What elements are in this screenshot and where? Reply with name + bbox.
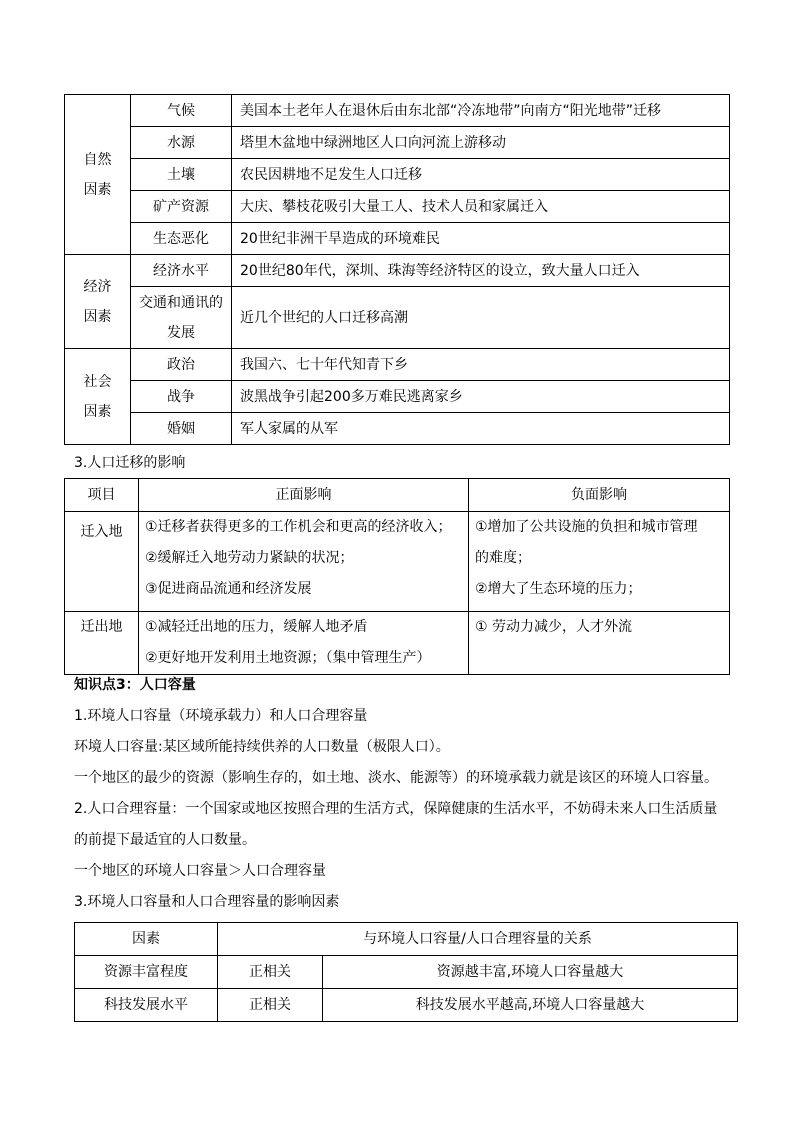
section-title: 知识点3：人口容量	[74, 677, 196, 693]
table-row	[65, 95, 730, 127]
table-row	[65, 159, 730, 191]
example-cell: 波黑战争引起200多万难民逃离家乡	[232, 381, 730, 413]
description-cell: 科技发展水平越高,环境人口容量越大	[323, 989, 738, 1022]
table-row	[65, 381, 730, 413]
migration-impact-table	[64, 478, 730, 675]
paragraph: 一个地区的最少的资源（影响生存的，如土地、淡水、能源等）的环境承载力就是该区的环境人口容量。	[74, 770, 718, 786]
paragraph: 2.人口合理容量：一个国家或地区按照合理的生活方式，保障健康的生活水平，不妨碍未来人口生活质量	[74, 801, 718, 817]
factor-cell: 生态恶化	[131, 223, 232, 255]
example-cell: 我国六、七十年代知青下乡	[232, 349, 730, 381]
example-cell: 塔里木盆地中绿洲地区人口向河流上游移动	[232, 127, 730, 159]
example-cell: 20世纪非洲干旱造成的环境难民	[232, 223, 730, 255]
table-row	[65, 512, 730, 612]
factor-cell: 气候	[131, 95, 232, 127]
header-cell: 项目	[65, 479, 139, 512]
factor-cell: 交通和通讯的 发展	[131, 287, 232, 349]
table-row	[65, 191, 730, 223]
paragraph: 的前提下最适宜的人口数量。	[74, 832, 256, 848]
paragraph: 环境人口容量:某区域所能持续供养的人口数量（极限人口）。	[74, 739, 450, 755]
table-row	[75, 989, 738, 1022]
factor-cell: 水源	[131, 127, 232, 159]
table-row	[65, 349, 730, 381]
example-cell: 20世纪80年代，深圳、珠海等经济特区的设立，致大量人口迁入	[232, 255, 730, 287]
table-row	[65, 413, 730, 445]
example-cell: 军人家属的从军	[232, 413, 730, 445]
header-cell: 与环境人口容量/人口合理容量的关系	[218, 923, 738, 956]
relation-cell: 正相关	[218, 989, 323, 1022]
group-label-social: 社会 因素	[65, 349, 131, 445]
positive-cell: ①减轻迁出地的压力，缓解人地矛盾 ②更好地开发利用土地资源；（集中管理生产）	[139, 612, 469, 675]
factor-cell: 战争	[131, 381, 232, 413]
table-header-row	[65, 479, 730, 512]
factor-cell: 政治	[131, 349, 232, 381]
factor-cell: 婚姻	[131, 413, 232, 445]
table-row	[75, 956, 738, 989]
table-row	[65, 223, 730, 255]
example-cell: 农民因耕地不足发生人口迁移	[232, 159, 730, 191]
description-cell: 资源越丰富,环境人口容量越大	[323, 956, 738, 989]
row-label-in: 迁入地	[65, 512, 139, 612]
table-row	[65, 612, 730, 675]
relation-cell: 正相关	[218, 956, 323, 989]
capacity-factors-table	[74, 922, 738, 1022]
header-cell: 正面影响	[139, 479, 469, 512]
factor-cell: 矿产资源	[131, 191, 232, 223]
table-header-row	[75, 923, 738, 956]
example-cell: 近几个世纪的人口迁移高潮	[232, 287, 730, 349]
row-label-out: 迁出地	[65, 612, 139, 675]
paragraph: 1.环境人口容量（环境承载力）和人口合理容量	[74, 708, 368, 724]
migration-factors-table	[64, 94, 730, 445]
header-cell: 负面影响	[469, 479, 730, 512]
group-label-economic: 经济 因素	[65, 255, 131, 349]
paragraph: 3.环境人口容量和人口合理容量的影响因素	[74, 894, 340, 910]
table-row	[65, 287, 730, 349]
header-cell: 因素	[75, 923, 218, 956]
table-row	[65, 255, 730, 287]
factor-cell: 资源丰富程度	[75, 956, 218, 989]
table-row	[65, 127, 730, 159]
example-cell: 大庆、攀枝花吸引大量工人、技术人员和家属迁入	[232, 191, 730, 223]
factor-cell: 土壤	[131, 159, 232, 191]
paragraph: 一个地区的环境人口容量＞人口合理容量	[74, 863, 326, 879]
factor-cell: 经济水平	[131, 255, 232, 287]
group-label-natural: 自然 因素	[65, 95, 131, 255]
positive-cell: ①迁移者获得更多的工作机会和更高的经济收入； ②缓解迁入地劳动力紧缺的状况； ③促进商品流通和经济发展	[139, 512, 469, 612]
impact-heading: 3.人口迁移的影响	[74, 455, 186, 471]
example-cell: 美国本土老年人在退休后由东北部“冷冻地带”向南方“阳光地带”迁移	[232, 95, 730, 127]
negative-cell: ①增加了公共设施的负担和城市管理 的难度； ②增大了生态环境的压力；	[469, 512, 730, 612]
factor-cell: 科技发展水平	[75, 989, 218, 1022]
negative-cell: ① 劳动力减少，人才外流	[469, 612, 730, 675]
